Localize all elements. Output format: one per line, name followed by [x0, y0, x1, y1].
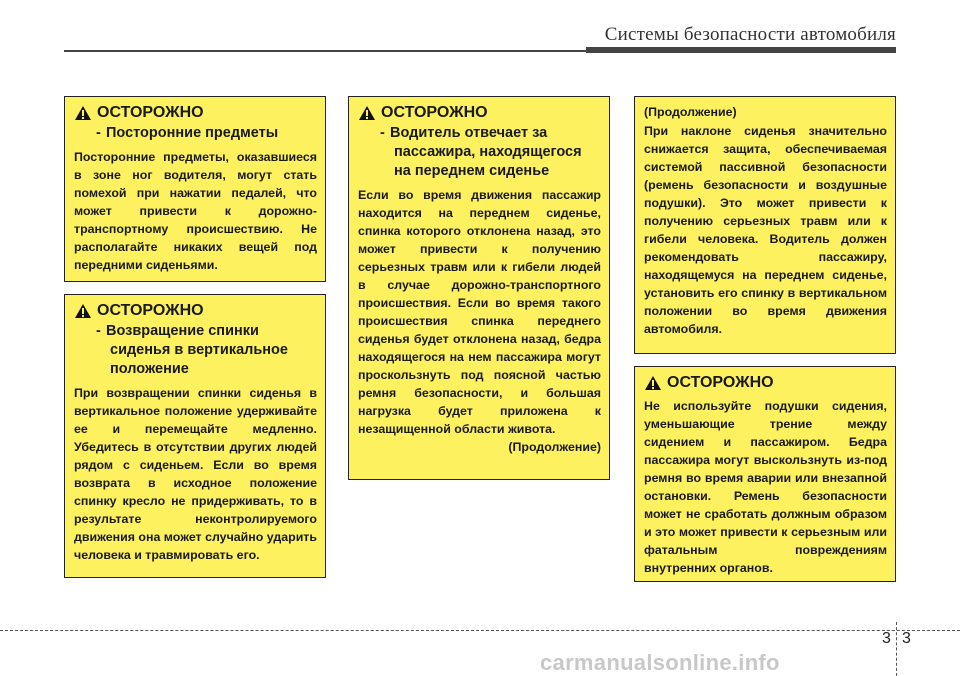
warning-title: ОСТОРОЖНО — [74, 301, 317, 321]
header-rule — [64, 50, 586, 52]
warning-body: При наклоне сиденья значительно снижается защита, обеспечиваемая системой пассивной безопасности (ремень безопасности и воздушные подушки). Это может привести к получению серьезных травм или к гибели человека. Водитель должен рекомендовать пассажиру, находящемуся на переднем сиденье, установить его спинку в вертикальном положении во время движения автомобиля. — [644, 124, 887, 336]
warning-subtitle: - Посторонние предметы — [96, 125, 279, 141]
page-chapter-number: 3 — [882, 630, 891, 647]
warning-box-seat-cushions — [634, 366, 896, 582]
warning-triangle-icon — [644, 375, 662, 391]
warning-subtitle: - Возвращение спинки сиденья в вертикальное положение — [96, 323, 288, 377]
warning-title: ОСТОРОЖНО — [74, 103, 317, 123]
warning-title: ОСТОРОЖНО — [644, 373, 887, 393]
header-rule-accent — [586, 47, 896, 53]
warning-box-continued — [634, 96, 896, 354]
footer-rule — [0, 630, 960, 631]
warning-body: При возвращении спинки сиденья в вертикальное положение удерживайте ее и перемещайте медленно. Убедитесь в отсутствии других людей рядом с сиденьем. Если во время возврата в исходное положение спинку кресло не придерживать, то в результате неконтролируемого движения она может случайно ударить человека и травмировать его. — [74, 386, 317, 562]
warning-body: Не используйте подушки сидения, уменьшающие трение между сидением и пассажиром. Бедра пассажира могут выскользнуть из-под ремня во время аварии или внезапной остановки. Ремень безопасности может не сработать должным образом и это может привести к серьезным или фатальным повреждениям внутренних органов. — [644, 399, 887, 575]
watermark: carmanualsonline.info — [540, 650, 780, 675]
warning-box-driver-responsibility — [348, 96, 610, 480]
warning-body: Посторонние предметы, оказавшиеся в зоне ног водителя, могут стать помехой при нажатии педалей, что может привести к дорожно-транспортному происшествию. Не располагайте никаких вещей под передними сиденьями. — [74, 150, 317, 272]
warning-triangle-icon — [74, 303, 92, 319]
warning-subtitle: - Водитель отвечает за пассажира, находящегося на переднем сиденье — [380, 125, 582, 179]
page-number: 3 — [902, 630, 911, 647]
warning-box-seatback-return — [64, 294, 326, 578]
warning-title: ОСТОРОЖНО — [358, 103, 601, 123]
warning-triangle-icon — [358, 105, 376, 121]
warning-body: Если во время движения пассажир находится на переднем сиденье, спинка которого отклонена назад, это может привести к получению серьезных травм или к гибели людей в случае дорожно-транспортного происшествия. Если во время такого происшествия спинка переднего сиденья будет отклонена назад, бедра находящегося на нем пассажира могут проскользнуть под поясной частью ремня безопасности, и большая нагрузка будет приложена к незащищенной области живота. — [358, 188, 601, 436]
continued-label: (Продолжение) — [508, 440, 601, 454]
page-number-separator — [896, 622, 897, 676]
warning-triangle-icon — [74, 105, 92, 121]
page-section-title: Системы безопасности автомобиля — [604, 24, 896, 45]
warning-box-foreign-objects — [64, 96, 326, 282]
continued-heading: (Продолжение) — [644, 105, 737, 119]
